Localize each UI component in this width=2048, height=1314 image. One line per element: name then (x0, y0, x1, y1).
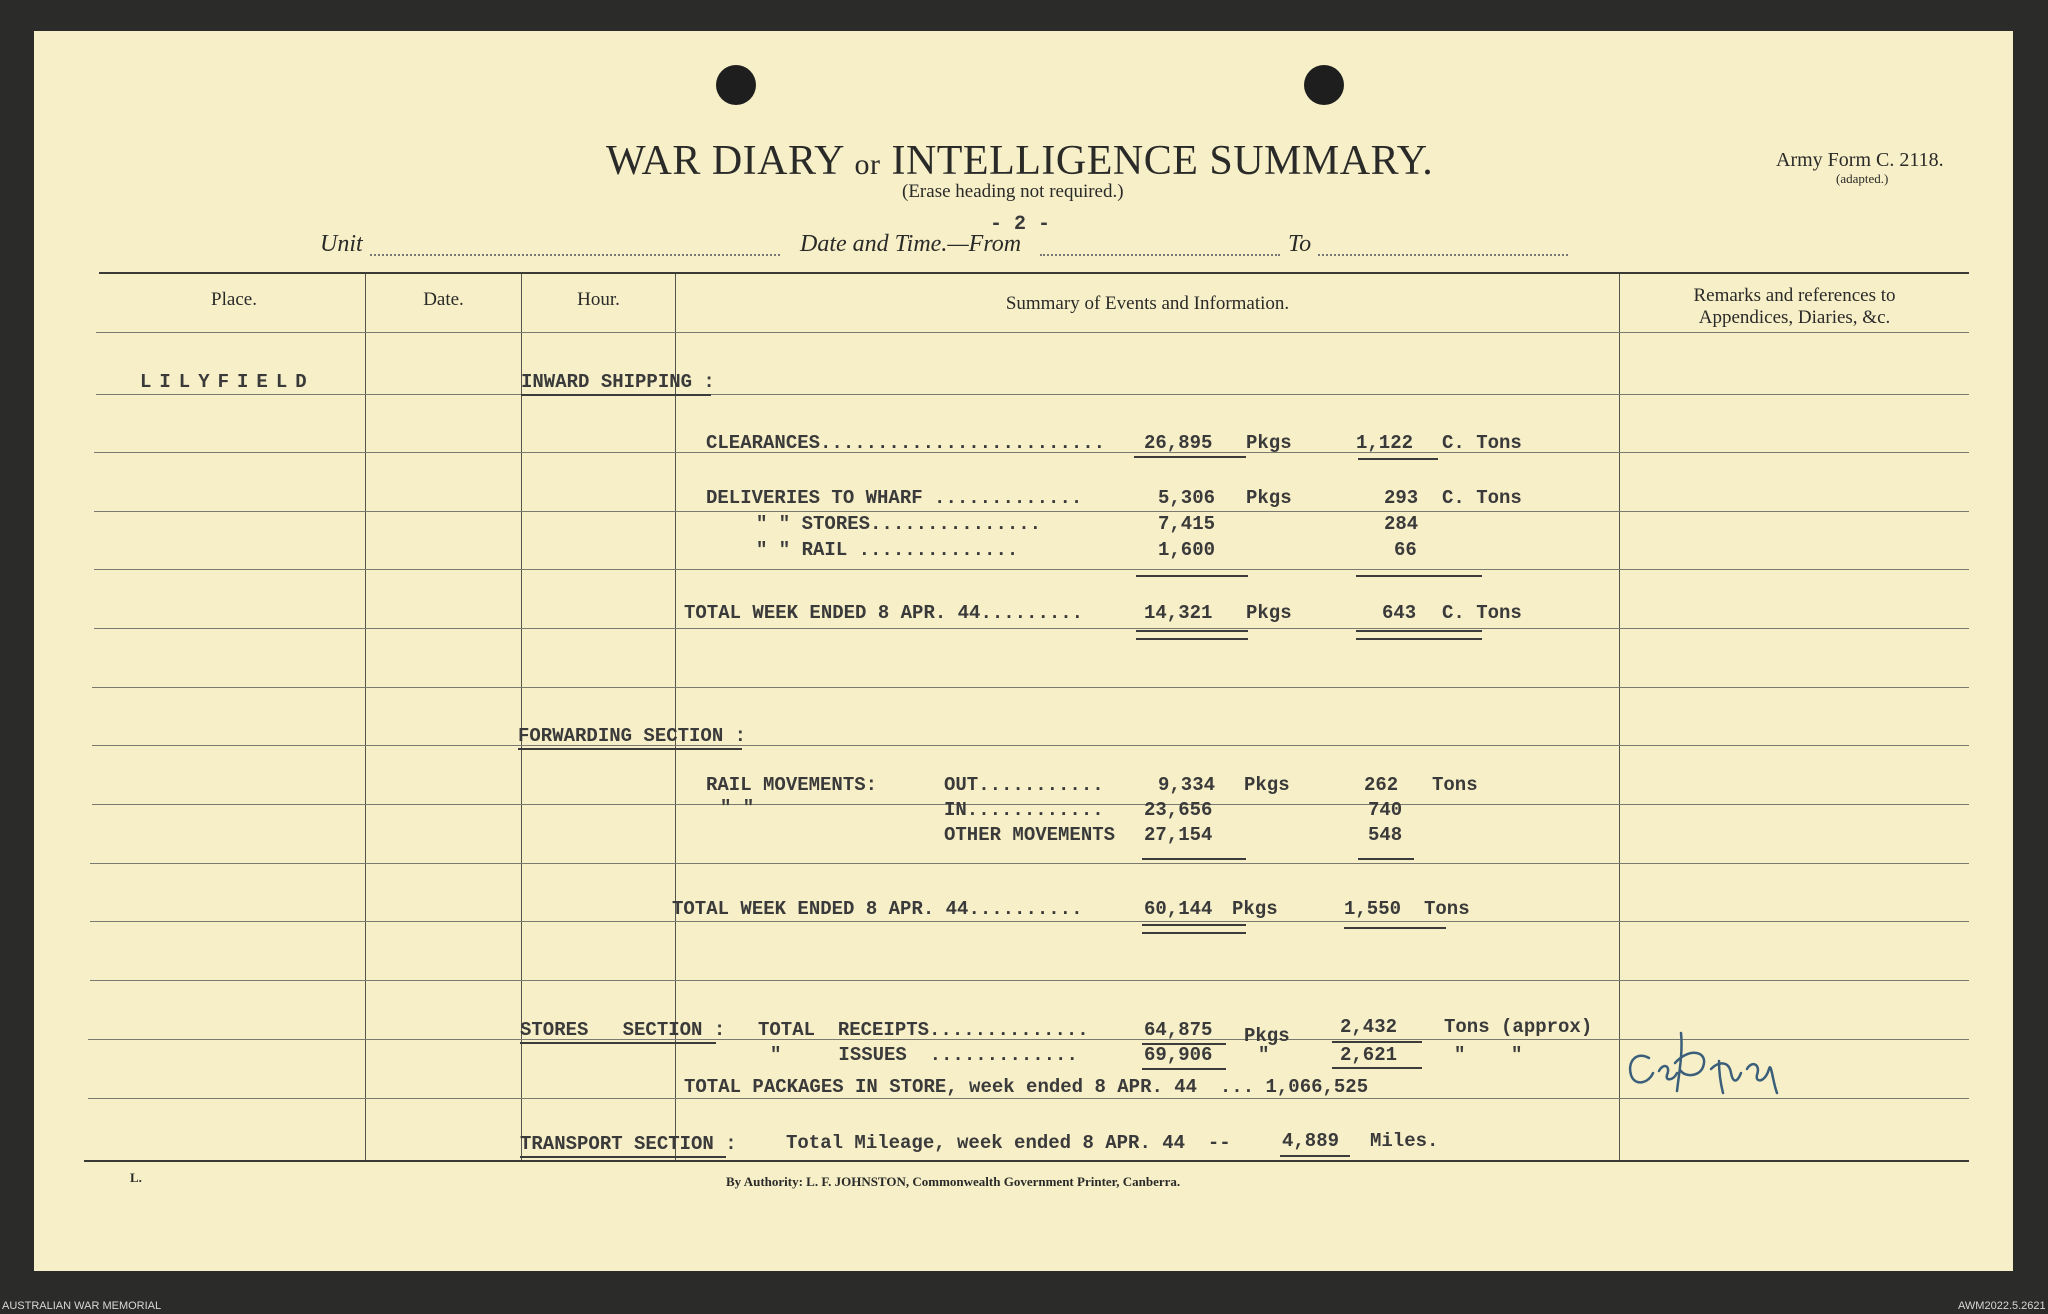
rule-header (96, 332, 1969, 333)
inward-total-tons-unit: C. Tons (1442, 602, 1522, 624)
col-heading-summary: Summary of Events and Information. (1005, 293, 1290, 314)
forwarding-total-pkgs: 60,144 (1144, 898, 1213, 920)
table-bottom-rule (84, 1160, 1969, 1162)
transport-miles: 4,889 (1282, 1130, 1340, 1152)
army-form-number: Army Form C. 2118. (1776, 149, 1944, 171)
page-number: - 2 - (990, 213, 1051, 236)
value-underline (1332, 1067, 1422, 1069)
deliveries-wharf-tons: 293 (1384, 487, 1419, 509)
other-movements-tons: 548 (1368, 824, 1403, 846)
to-label: To (1288, 231, 1312, 257)
rule (90, 980, 1969, 981)
col-heading-date: Date. (423, 289, 464, 310)
inward-total-pkgs-unit: Pkgs (1246, 602, 1292, 624)
rule (94, 511, 1969, 512)
transport-heading: TRANSPORT SECTION : (520, 1133, 737, 1155)
rail-in-label: IN............ (944, 799, 1104, 821)
deliveries-wharf-label: DELIVERIES TO WHARF ............. (706, 487, 1083, 509)
inward-total-tons: 643 (1382, 602, 1417, 624)
rail-movements-label: RAIL MOVEMENTS: (706, 774, 878, 796)
value-underline (1358, 858, 1414, 860)
clearances-label: CLEARANCES......................... (706, 432, 1106, 454)
total-double-underline (1142, 924, 1246, 934)
from-dotted-line (1040, 254, 1280, 256)
issues-pkgs: 69,906 (1144, 1044, 1213, 1066)
clearances-tons: 1,122 (1356, 432, 1414, 454)
rule (92, 687, 1969, 688)
deliveries-wharf-tons-unit: C. Tons (1442, 487, 1522, 509)
table-top-rule (99, 272, 1969, 274)
rail-ditto: " " (720, 797, 755, 819)
deliveries-wharf-pkgs: 5,306 (1158, 487, 1216, 509)
forwarding-total-tons: 1,550 (1344, 898, 1402, 920)
deliveries-stores-pkgs: 7,415 (1158, 513, 1216, 535)
total-double-underline (1356, 630, 1482, 640)
date-time-label: Date and Time.—From (800, 231, 1022, 257)
value-underline (1332, 1041, 1422, 1043)
total-double-underline (1136, 630, 1248, 640)
rail-in-tons: 740 (1368, 799, 1403, 821)
printer-authority: By Authority: L. F. JOHNSTON, Commonwealth Government Printer, Canberra. (726, 1174, 1181, 1189)
packages-in-store: TOTAL PACKAGES IN STORE, week ended 8 APR. 44 ... 1,066,525 (684, 1076, 1369, 1098)
value-underline (1134, 456, 1246, 458)
inward-total-label: TOTAL WEEK ENDED 8 APR. 44......... (684, 602, 1084, 624)
rail-out-pkgs-unit: Pkgs (1244, 774, 1290, 796)
footer-left-mark: L. (130, 1170, 142, 1185)
stores-heading: STORES SECTION : (520, 1019, 726, 1041)
clearances-pkgs: 26,895 (1144, 432, 1213, 454)
issues-pkgs-ditto: " (1258, 1044, 1270, 1066)
army-form-adapted: (adapted.) (1836, 171, 1889, 186)
deliveries-stores-tons: 284 (1384, 513, 1419, 535)
heading-underline (518, 748, 742, 750)
col-divider-place (365, 274, 366, 1160)
value-underline (1356, 575, 1482, 577)
issues-tons-ditto: " " (1454, 1044, 1523, 1066)
rail-out-label: OUT........... (944, 774, 1104, 796)
value-underline (1136, 575, 1248, 577)
rule (92, 745, 1969, 746)
value-underline (1358, 458, 1438, 460)
unit-dotted-line (370, 254, 780, 256)
value-underline (1280, 1155, 1350, 1157)
forwarding-heading: FORWARDING SECTION : (518, 725, 747, 747)
archive-reference: AWM2022.5.2621 (1958, 1300, 2046, 1312)
value-underline (1142, 1068, 1226, 1070)
value-underline (1142, 858, 1246, 860)
deliveries-rail-pkgs: 1,600 (1158, 539, 1216, 561)
punch-hole-right (1304, 65, 1344, 105)
col-heading-place: Place. (211, 289, 257, 310)
receipts-pkgs-unit: Pkgs (1244, 1025, 1290, 1047)
rail-out-tons-unit: Tons (1432, 774, 1478, 796)
deliveries-rail-label: " " RAIL .............. (756, 539, 1019, 561)
receipts-tons-unit: Tons (approx) (1444, 1016, 1593, 1038)
receipts-tons: 2,432 (1340, 1016, 1398, 1038)
transport-miles-unit: Miles. (1370, 1130, 1439, 1152)
receipts-pkgs: 64,875 (1144, 1019, 1213, 1041)
receipts-label: TOTAL RECEIPTS.............. (758, 1019, 1089, 1041)
heading-underline (520, 1156, 726, 1158)
clearances-pkgs-unit: Pkgs (1246, 432, 1292, 454)
rail-out-pkgs: 9,334 (1158, 774, 1216, 796)
inward-shipping-heading: INWARD SHIPPING : (521, 371, 715, 393)
rule (90, 921, 1969, 922)
forwarding-total-tons-unit: Tons (1424, 898, 1470, 920)
rule (94, 628, 1969, 629)
archive-credit: AUSTRALIAN WAR MEMORIAL (2, 1300, 162, 1312)
col-heading-remarks-1: Remarks and references to (1693, 285, 1896, 306)
other-movements-label: OTHER MOVEMENTS (944, 824, 1116, 846)
deliveries-stores-label: " " STORES............... (756, 513, 1042, 535)
diary-page (34, 31, 2013, 1271)
rule (96, 394, 1969, 395)
deliveries-rail-tons: 66 (1394, 539, 1417, 561)
other-movements-pkgs: 27,154 (1144, 824, 1213, 846)
clearances-tons-unit: C. Tons (1442, 432, 1522, 454)
forwarding-total-pkgs-unit: Pkgs (1232, 898, 1278, 920)
handwritten-signature (1619, 1003, 1819, 1113)
punch-hole-left (716, 65, 756, 105)
value-underline (1344, 927, 1446, 929)
heading-underline (521, 394, 711, 396)
deliveries-wharf-pkgs-unit: Pkgs (1246, 487, 1292, 509)
rail-out-tons: 262 (1364, 774, 1399, 796)
rule (90, 863, 1969, 864)
inward-total-pkgs: 14,321 (1144, 602, 1213, 624)
heading-underline (520, 1042, 716, 1044)
transport-mileage-text: Total Mileage, week ended 8 APR. 44 -- (786, 1132, 1231, 1154)
col-heading-remarks-2: Appendices, Diaries, &c. (1698, 307, 1891, 328)
issues-label: " ISSUES ............. (770, 1044, 1078, 1066)
rule (94, 569, 1969, 570)
issues-tons: 2,621 (1340, 1044, 1398, 1066)
to-dotted-line (1318, 254, 1568, 256)
place-entry: LILYFIELD (140, 371, 315, 393)
unit-label: Unit (320, 231, 363, 257)
forwarding-total-label: TOTAL WEEK ENDED 8 APR. 44.......... (672, 898, 1083, 920)
col-heading-hour: Hour. (577, 289, 620, 310)
form-title: WAR DIARY or INTELLIGENCE SUMMARY. (606, 138, 1434, 184)
form-subtitle: (Erase heading not required.) (902, 181, 1124, 202)
rail-in-pkgs: 23,656 (1144, 799, 1213, 821)
